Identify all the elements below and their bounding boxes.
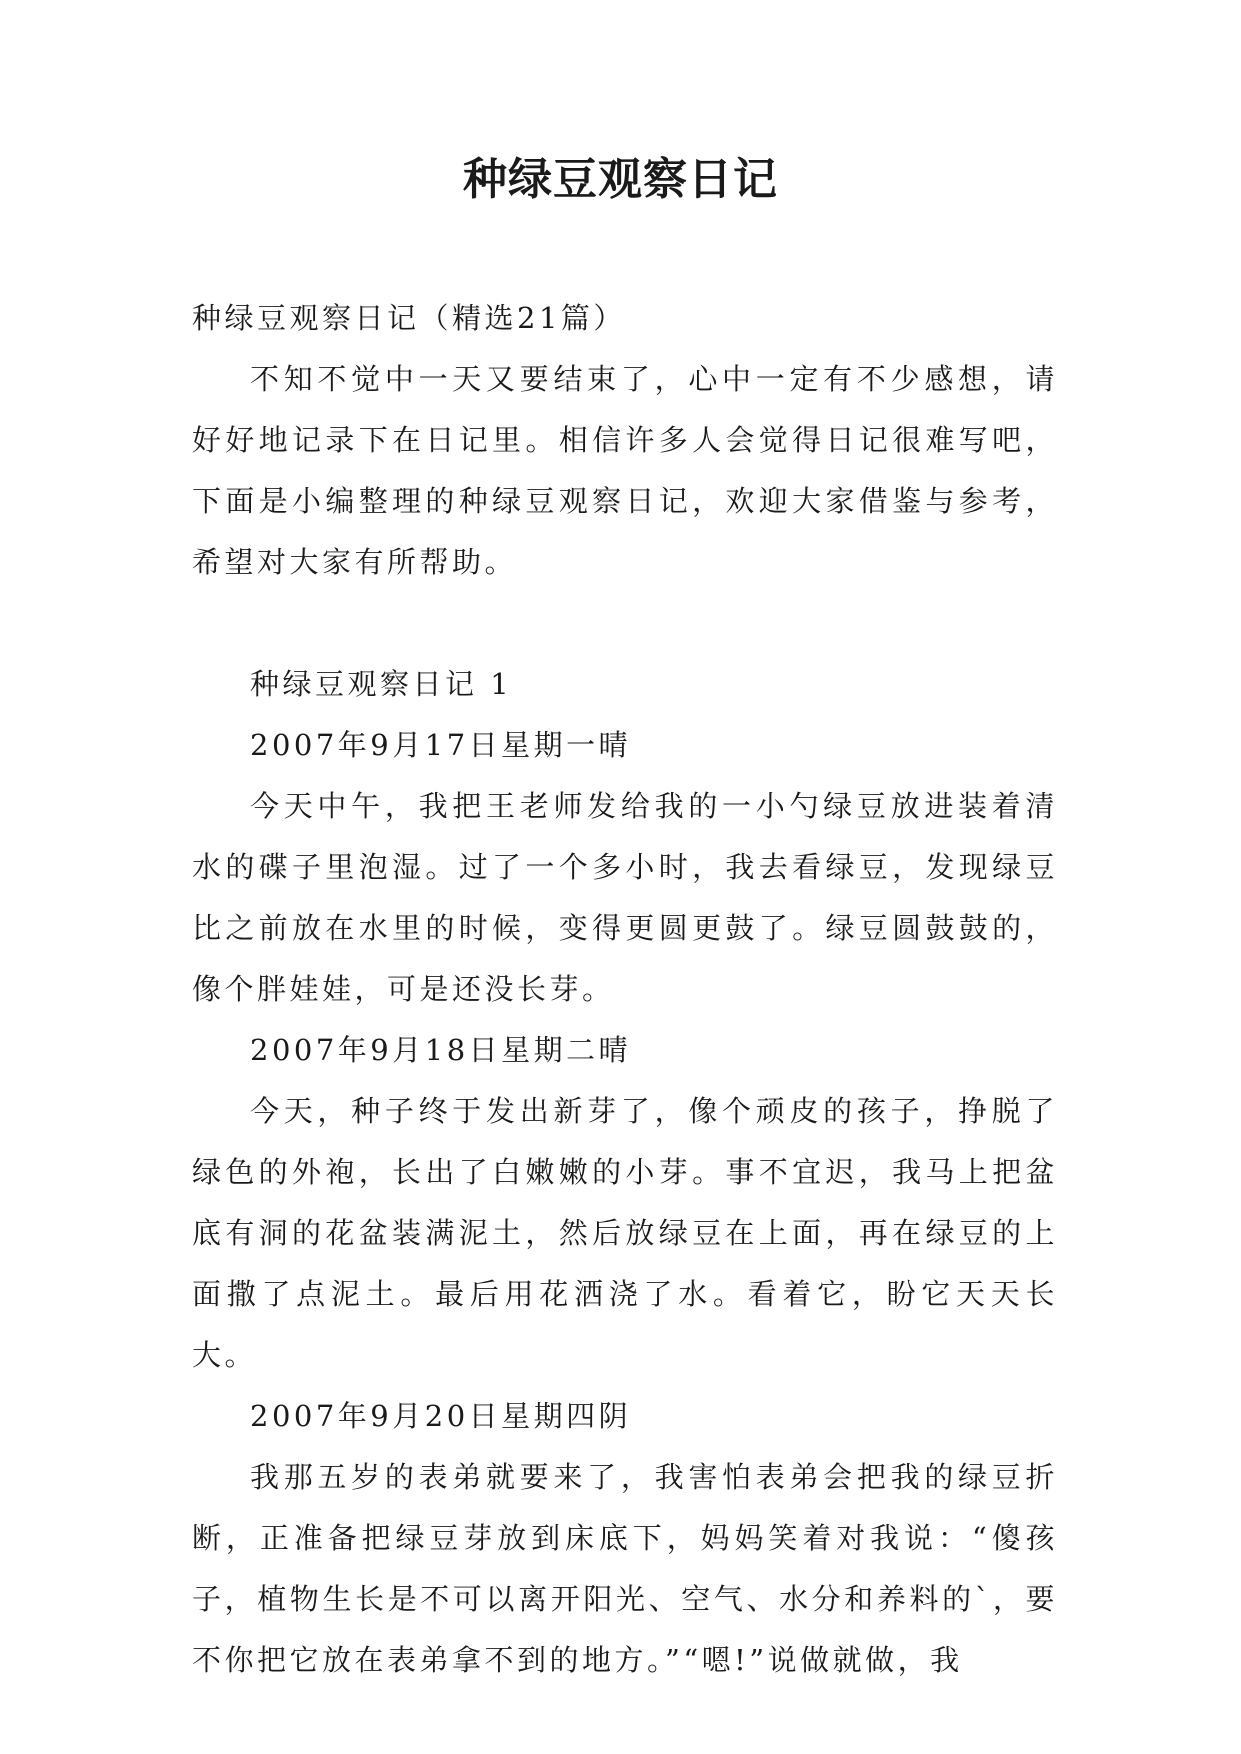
entry-date: 2007年9月17日星期一晴 [250,728,632,762]
document-title: 种绿豆观察日记 [463,154,778,205]
entry-date: 2007年9月20日星期四阴 [250,1399,632,1433]
paragraph-gap [192,593,1058,654]
entry-text: 今天中午，我把王老师发给我的一小勺绿豆放进装着清水的碟子里泡湿。过了一个多小时，我去看绿豆，发现绿豆比之前放在水里的时候，变得更圆更鼓了。绿豆圆鼓鼓的，像个胖娃娃，可是还没长芽。 [192,789,1058,1006]
document-subtitle: 种绿豆观察日记（精选21篇） [192,301,626,335]
document-body [192,288,1058,1691]
section-heading: 种绿豆观察日记 1 [250,667,513,701]
intro-paragraph: 不知不觉中一天又要结束了，心中一定有不少感想，请好好地记录下在日记里。相信许多人会觉得日记很难写吧，下面是小编整理的种绿豆观察日记，欢迎大家借鉴与参考，希望对大家有所帮助。 [192,362,1058,579]
entry-text: 我那五岁的表弟就要来了，我害怕表弟会把我的绿豆折断，正准备把绿豆芽放到床底下，妈妈笑着对我说：“傻孩子，植物生长是不可以离开阳光、空气、水分和养料的`，要不你把它放在表弟拿不到的地方。”“嗯!”说做就做，我 [192,1460,1058,1677]
entry-date: 2007年9月18日星期二晴 [250,1033,632,1067]
entry-text: 今天，种子终于发出新芽了，像个顽皮的孩子，挣脱了绿色的外袍，长出了白嫩嫩的小芽。事不宜迟，我马上把盆底有洞的花盆装满泥土，然后放绿豆在上面，再在绿豆的上面撒了点泥土。最后用花洒浇了水。看着它，盼它天天长大。 [192,1094,1058,1372]
